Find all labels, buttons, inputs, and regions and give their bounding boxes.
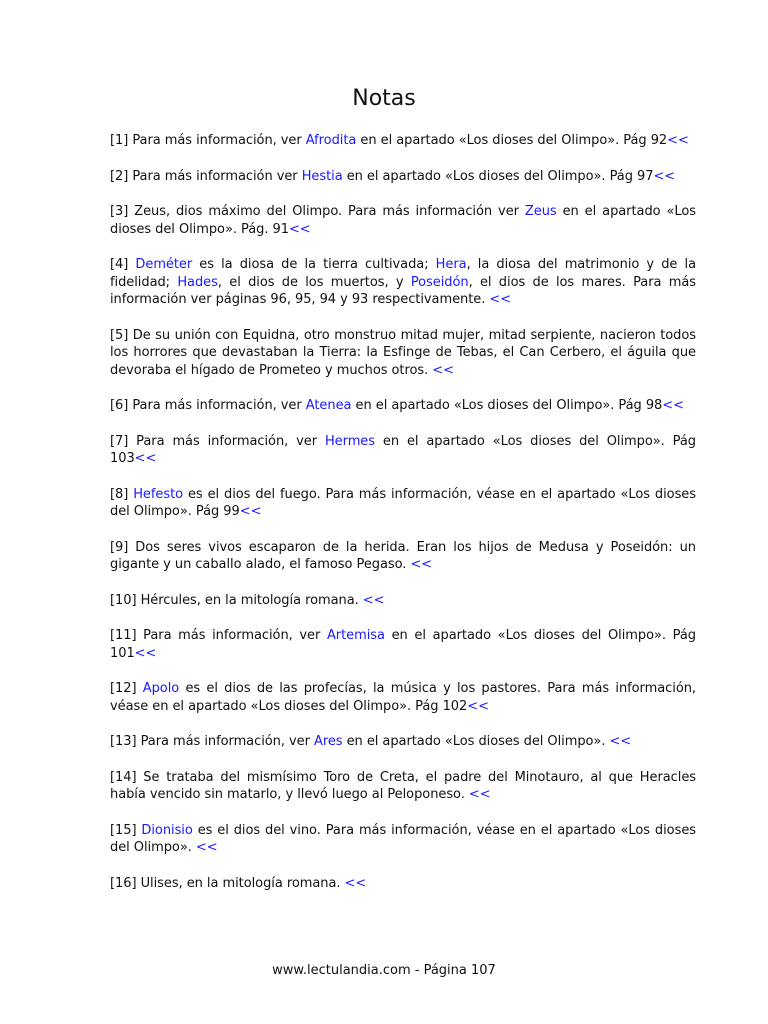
back-link[interactable]: << — [288, 221, 311, 237]
note-text: [1] Para más información, ver — [110, 133, 306, 148]
cross-reference-link[interactable]: Hestia — [301, 168, 343, 184]
note-text: [9] Dos seres vivos escaparon de la herida. Eran los hijos de Medusa y Poseidón: un gigante y un caballo alado, el famoso Pegaso. — [110, 539, 696, 572]
note-text: en el apartado «Los dioses del Olimpo». Pág. 91 — [110, 204, 697, 237]
cross-reference-link[interactable]: Zeus — [524, 204, 557, 219]
note-text: [13] Para más información, ver — [110, 734, 314, 749]
cross-reference-link[interactable]: Hades — [177, 274, 218, 290]
back-link[interactable]: << — [432, 362, 454, 378]
note-10 — [110, 592, 696, 610]
note-text: es el dios del fuego. Para más información, véase en el apartado «Los dioses del Olimpo». Pág 99 — [110, 486, 696, 519]
note-text: es la diosa de la tierra cultivada; — [192, 257, 436, 272]
note-3 — [110, 203, 696, 238]
back-link[interactable]: << — [134, 645, 157, 661]
cross-reference-link[interactable]: Poseidón — [410, 274, 469, 290]
note-text: , el dios de los mares. Para más información ver páginas 96, 95, 94 y 93 respectivamente. — [110, 274, 696, 307]
note-text: [10] Hércules, en la mitología romana. — [110, 592, 363, 608]
back-link[interactable]: << — [410, 557, 433, 572]
note-16 — [110, 875, 696, 893]
back-link[interactable]: << — [653, 168, 676, 184]
back-link[interactable]: << — [344, 875, 367, 891]
cross-reference-link[interactable]: Afrodita — [305, 133, 357, 148]
page-title: Notas — [352, 86, 416, 111]
note-text: [2] Para más información ver — [110, 168, 302, 184]
note-14 — [110, 769, 696, 804]
note-text: en el apartado «Los dioses del Olimpo». — [342, 734, 610, 749]
note-text: [5] De su unión con Equidna, otro monstruo mitad mujer, mitad serpiente, nacieron todos los horrores que devastaban la Tierra: la Esfinge de Tebas, el Can Cerbero, el águila que devoraba el hígado de Prometeo y muchos otros. — [110, 327, 696, 378]
cross-reference-link[interactable]: Apolo — [142, 681, 180, 696]
cross-reference-link[interactable]: Hermes — [324, 433, 375, 449]
note-text: [16] Ulises, en la mitología romana. — [110, 875, 345, 891]
note-text: [14] Se trataba del mismísimo Toro de Creta, el padre del Minotauro, al que Heracles había vencido sin matarlo, y llevó luego al Peloponeso. — [110, 769, 696, 802]
notes-list — [110, 132, 696, 910]
note-1 — [110, 132, 696, 150]
back-link[interactable]: << — [134, 451, 157, 466]
cross-reference-link[interactable]: Hefesto — [133, 486, 184, 502]
page-footer: www.lectulandia.com - Página 107 — [272, 963, 496, 978]
note-text: [12] — [110, 681, 143, 696]
note-5 — [110, 327, 696, 380]
note-8 — [110, 486, 696, 521]
note-text: [3] Zeus, dios máximo del Olimpo. Para más información ver — [110, 204, 525, 219]
note-text: [15] — [110, 822, 142, 838]
note-text: [11] Para más información, ver — [110, 628, 327, 643]
back-link[interactable]: << — [362, 592, 385, 608]
note-text: en el apartado «Los dioses del Olimpo». Pág 97 — [342, 168, 654, 184]
note-7 — [110, 433, 696, 468]
back-link[interactable]: << — [667, 133, 689, 148]
cross-reference-link[interactable]: Artemisa — [326, 628, 385, 643]
cross-reference-link[interactable]: Hera — [435, 257, 467, 272]
note-9 — [110, 539, 696, 574]
note-text: en el apartado «Los dioses del Olimpo». Pág 101 — [110, 628, 696, 661]
note-text: es el dios del vino. Para más información, véase en el apartado «Los dioses del Olimpo». — [110, 822, 696, 855]
note-4 — [110, 256, 696, 309]
note-text: , la diosa del matrimonio y de la fidelidad; — [110, 257, 696, 290]
note-15 — [110, 822, 696, 857]
back-link[interactable]: << — [195, 840, 218, 855]
note-12 — [110, 680, 696, 715]
back-link[interactable]: << — [467, 698, 489, 714]
note-6 — [110, 397, 696, 415]
cross-reference-link[interactable]: Ares — [313, 734, 343, 749]
note-text: [8] — [110, 486, 134, 502]
note-text: , el dios de los muertos, y — [217, 274, 411, 290]
note-text: en el apartado «Los dioses del Olimpo». Pág 98 — [351, 398, 663, 413]
note-text: en el apartado «Los dioses del Olimpo». Pág 92 — [356, 133, 668, 148]
note-13 — [110, 733, 696, 751]
back-link[interactable]: << — [662, 398, 684, 413]
note-text: [7] Para más información, ver — [110, 433, 325, 449]
note-text: [6] Para más información, ver — [110, 398, 306, 413]
back-link[interactable]: << — [468, 787, 491, 802]
note-text: en el apartado «Los dioses del Olimpo». Pág 103 — [110, 433, 696, 466]
note-11 — [110, 627, 696, 662]
cross-reference-link[interactable]: Atenea — [305, 398, 352, 413]
note-2 — [110, 168, 696, 186]
note-text: [4] — [110, 257, 136, 272]
note-text: es el dios de las profecías, la música y los pastores. Para más información, véase en el apartado «Los dioses del Olimpo». Pág 102 — [110, 681, 696, 714]
cross-reference-link[interactable]: Deméter — [135, 257, 193, 272]
back-link[interactable]: << — [489, 292, 512, 307]
back-link[interactable]: << — [239, 504, 262, 519]
back-link[interactable]: << — [609, 734, 632, 749]
cross-reference-link[interactable]: Dionisio — [141, 822, 193, 838]
